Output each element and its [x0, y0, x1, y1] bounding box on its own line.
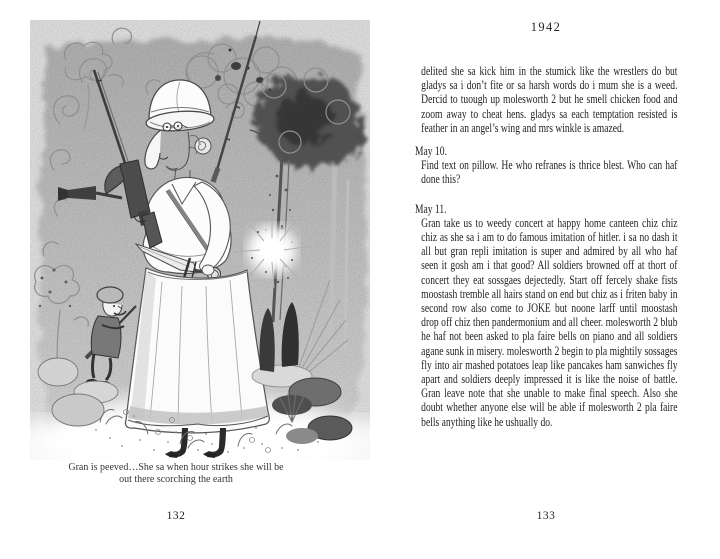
diary-entry-may-10	[415, 144, 677, 187]
year-header: 1942	[530, 20, 562, 34]
diary-entry-may-11	[415, 202, 677, 429]
caption-line-2: out there scorching the earth	[119, 474, 233, 485]
entry-text: Gran take us to weedy concert at happy home canteen chiz chiz chiz as she sa i am to do famous imitation of hitler. i sa no dash it all but gran repli imitation is super and admired by all who haf seen it gosh am i that good? All soldiers browned off at thort of concert they eat sossgaes dejectedly. Start off fercely shake fists moostash tremble all hairs stand on end but chiz as i friten baby in second row also come to JOKE but noone larff until moostash drop off chiz then pandermonium and all cheer. molesworth 2 blub he haf not been asked to pla faire bells on piano and all soldiers agane sunk in misery. molesworth 2 begin to pla mightily sossages fly into air mashed potatoes leap like pancakes ham sanwiches fly apart and soldiers deeply impressed it is like the noise of battle. Gran leave note that she unable to make final speech. Also she doubt whether anyone else will be able if molesworth 2 pla faire bells anything like he ushually do.	[421, 215, 678, 429]
illustration-caption	[46, 462, 306, 486]
entry-date: May 10.	[415, 144, 447, 159]
entry-text: Find text on pillow. He who refranes is thrice blest. Who can haf done this?	[421, 158, 678, 187]
entry-date: May 11.	[415, 201, 447, 216]
diary-intro-paragraph: delited she sa kick him in the stumick like the wrestlers do but gladys sa i don’t fite or sa harsh words do i mum she is a weed. Dercid to tuough up molesworth 2 but he smell chicken food and zoom away to cheat hens. gladys sa each temptation resisted is feather in an angel’s wing and mrs winkle is amazed.	[421, 64, 678, 135]
diary-text	[415, 64, 677, 429]
gran-illustration	[30, 20, 370, 460]
right-page-number: 133	[536, 510, 556, 522]
gran-illustration-svg	[30, 20, 370, 460]
left-page-number: 132	[166, 510, 186, 522]
gran-skirt	[125, 268, 269, 433]
caption-line-1: Gran is peeved…She sa when hour strikes she will be	[68, 462, 284, 473]
